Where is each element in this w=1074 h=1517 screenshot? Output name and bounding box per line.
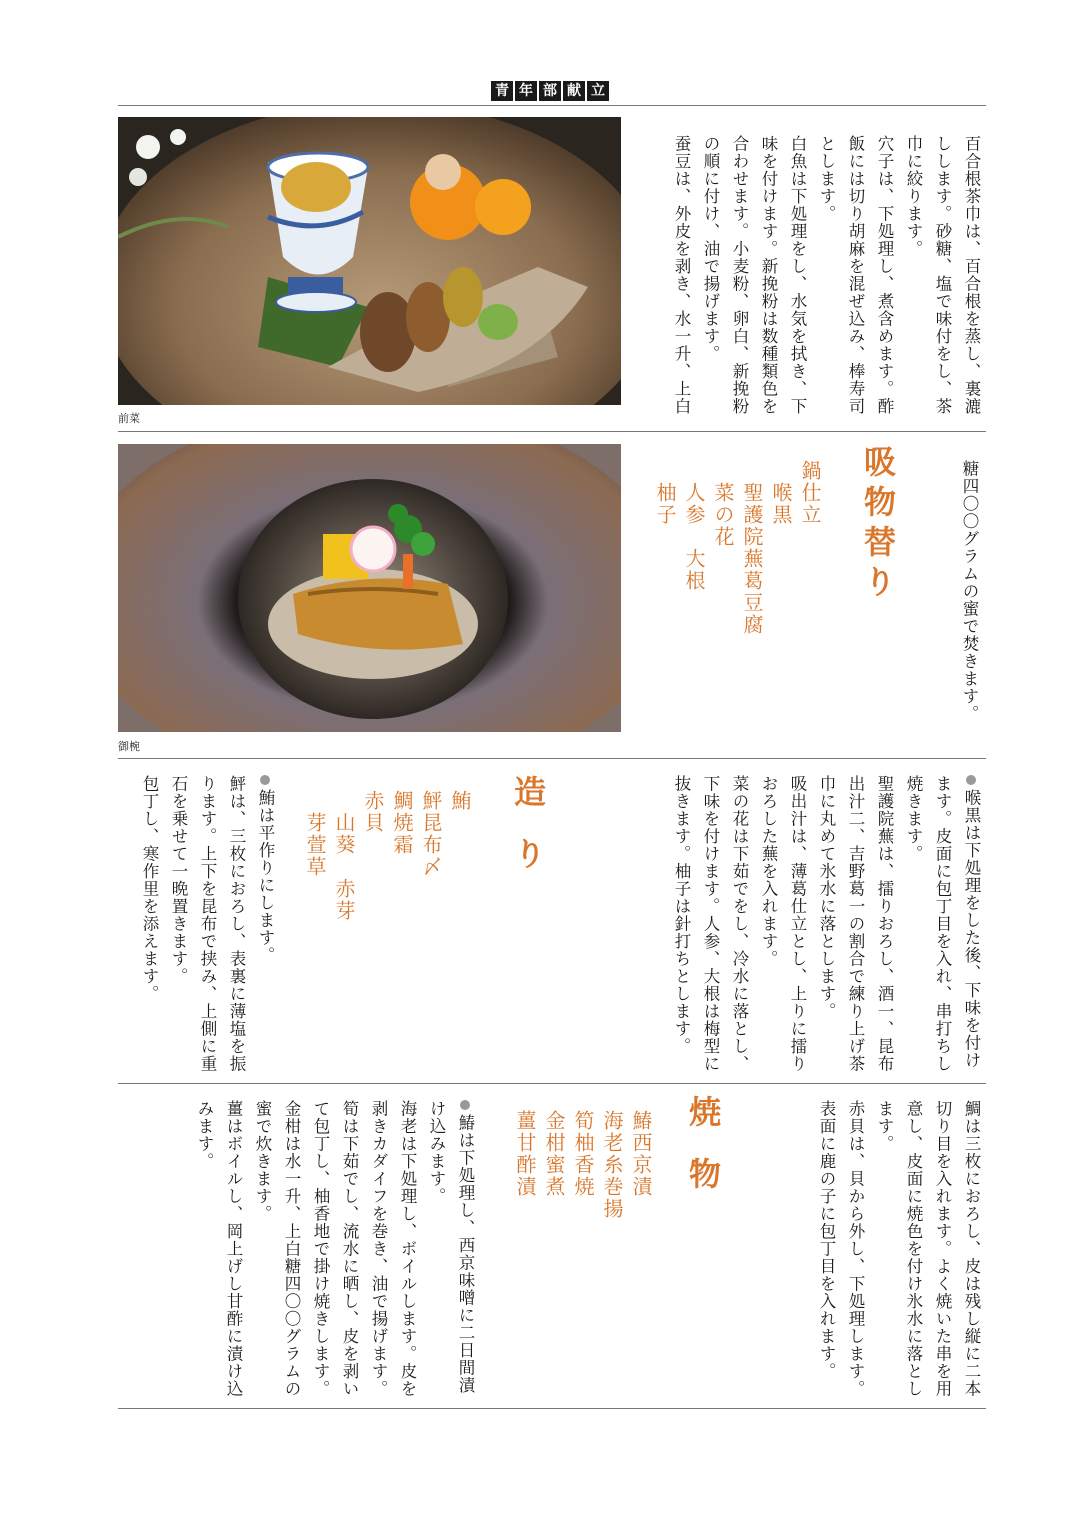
tsukuri-title: 造り bbox=[509, 775, 547, 899]
menu-item: 薑甘酢漬 bbox=[513, 1110, 537, 1198]
menu-item: 鰆西京漬 bbox=[629, 1110, 653, 1198]
yakimono-para bbox=[422, 1100, 480, 1400]
header-char: 献 bbox=[563, 81, 585, 101]
yakimono-title: 焼物 bbox=[684, 1095, 722, 1219]
row-rule-3 bbox=[118, 1083, 986, 1084]
menu-item: 人参 大根 bbox=[682, 460, 706, 592]
menu-item: 筍柚香焼 bbox=[571, 1110, 595, 1198]
tsukuri-para bbox=[251, 775, 280, 1075]
suimono-photo bbox=[118, 444, 621, 732]
bullet-icon bbox=[260, 775, 270, 785]
header-char: 立 bbox=[587, 81, 609, 101]
top-rule bbox=[118, 105, 986, 106]
header-char: 部 bbox=[539, 81, 561, 101]
suimono-para-text: 喉黒は下処理をした後、下味を付けます。皮面に包丁目を入れ、串打ちし焼きます。 bbox=[904, 775, 981, 1073]
suimono-para: 聖護院蕪は、擂りおろし、酒一、昆布出汁二、吉野葛一の割合で練り上げ茶巾に丸めて氷水に落とします。 bbox=[817, 775, 894, 1073]
menu-item: 鮃昆布〆 bbox=[419, 790, 443, 878]
menu-item: 柚子 bbox=[653, 460, 677, 526]
menu-item: 鮪 bbox=[448, 790, 472, 812]
menu-item: 鯛焼霜 bbox=[390, 790, 414, 856]
bottom-rule bbox=[118, 1408, 986, 1409]
yakimono-menu bbox=[510, 1110, 655, 1390]
suimono-title: 吸物替り bbox=[859, 445, 897, 605]
suimono-para bbox=[899, 775, 986, 1075]
menu-item: 鍋仕立 bbox=[798, 460, 822, 526]
zensai-caption: 前菜 bbox=[118, 412, 140, 425]
yakimono-para: 薑はボイルし、岡上げし甘酢に漬け込みます。 bbox=[195, 1100, 243, 1398]
suimono-body bbox=[600, 775, 986, 1075]
zensai-para: 蚕豆は、外皮を剥き、水一升、上白 bbox=[672, 135, 691, 415]
menu-item: 聖護院蕪葛豆腐 bbox=[740, 460, 764, 636]
tsukuri-para: 鯛は三枚におろし、皮は残し縦に二本切り目を入れます。よく焼いた串を用意し、皮面に焼色を付け氷水に落とします。 bbox=[875, 1100, 981, 1398]
header-char: 年 bbox=[515, 81, 537, 101]
tsukuri-body-right bbox=[770, 1100, 986, 1400]
tsukuri-menu bbox=[300, 790, 474, 1070]
header-char: 青 bbox=[491, 81, 513, 101]
zensai-continuation bbox=[955, 460, 984, 760]
menu-item: 海老糸巻揚 bbox=[600, 1110, 624, 1220]
menu-item: 芽萱草 bbox=[303, 790, 327, 878]
section-header bbox=[491, 81, 609, 101]
zensai-body bbox=[636, 135, 986, 430]
yakimono-para: 海老は下処理し、ボイルします。皮を剥きカダイフを巻き、油で揚げます。 bbox=[369, 1100, 417, 1398]
yakimono-para: 筍は下茹でし、流水に晒し、皮を剥いて包丁し、柚香地で掛け焼きします。 bbox=[311, 1100, 359, 1398]
bullet-icon bbox=[460, 1100, 470, 1110]
menu-item: 喉黒 bbox=[769, 460, 793, 526]
row-rule-1 bbox=[118, 431, 986, 432]
continuation-text: 糖四〇〇グラムの蜜で焚きます。 bbox=[960, 460, 979, 723]
tsukuri-para: 鮃は、三枚におろし、表裏に薄塩を振ります。上下を昆布で挟み、上側に重石を乗せて一晩置きます。 bbox=[169, 775, 246, 1073]
suimono-para: 菜の花は下茹でをし、冷水に落とし、下味を付けます。人参、大根は梅型に抜きます。柚子は針打ちとします。 bbox=[672, 775, 749, 1073]
zensai-para: 白魚は下処理をし、水気を拭き、下味を付けます。新挽粉は数種類色を合わせます。小麦粉、卵白、新挽粉の順に付け、油で揚げます。 bbox=[701, 135, 807, 415]
row-rule-2 bbox=[118, 758, 986, 759]
yakimono-para: 金柑は水一升、上白糖四〇〇グラムの蜜で炊きます。 bbox=[253, 1100, 301, 1398]
yakimono-body bbox=[130, 1100, 480, 1400]
tsukuri-para-text: 鮪は平作りにします。 bbox=[256, 789, 275, 964]
menu-item: 菜の花 bbox=[711, 460, 735, 548]
suimono-para: 吸出汁は、薄葛仕立とし、上りに擂りおろした蕪を入れます。 bbox=[759, 775, 807, 1073]
zensai-para: 穴子は、下処理し、煮含めます。酢飯には切り胡麻を混ぜ込み、棒寿司とします。 bbox=[817, 135, 894, 415]
zensai-para: 百合根茶巾は、百合根を蒸し、裏漉しします。砂糖、塩で味付をし、茶巾に絞ります。 bbox=[904, 135, 981, 415]
tsukuri-para: 包丁し、寒作里を添えます。 bbox=[140, 775, 159, 1003]
menu-item: 金柑蜜煮 bbox=[542, 1110, 566, 1198]
menu-item: 赤貝 bbox=[361, 790, 385, 834]
tsukuri-para: 赤貝は、貝から外し、下処理します。表面に鹿の子に包丁目を入れます。 bbox=[817, 1100, 865, 1398]
bullet-icon bbox=[966, 775, 976, 785]
menu-item: 山葵 赤芽 bbox=[332, 790, 356, 922]
tsukuri-body bbox=[130, 775, 280, 1075]
yakimono-para-text: 鰆は下処理し、西京味噌に二日間漬け込みます。 bbox=[427, 1100, 475, 1394]
suimono-menu bbox=[650, 460, 824, 760]
suimono-caption: 御椀 bbox=[118, 740, 140, 753]
zensai-photo bbox=[118, 117, 621, 405]
